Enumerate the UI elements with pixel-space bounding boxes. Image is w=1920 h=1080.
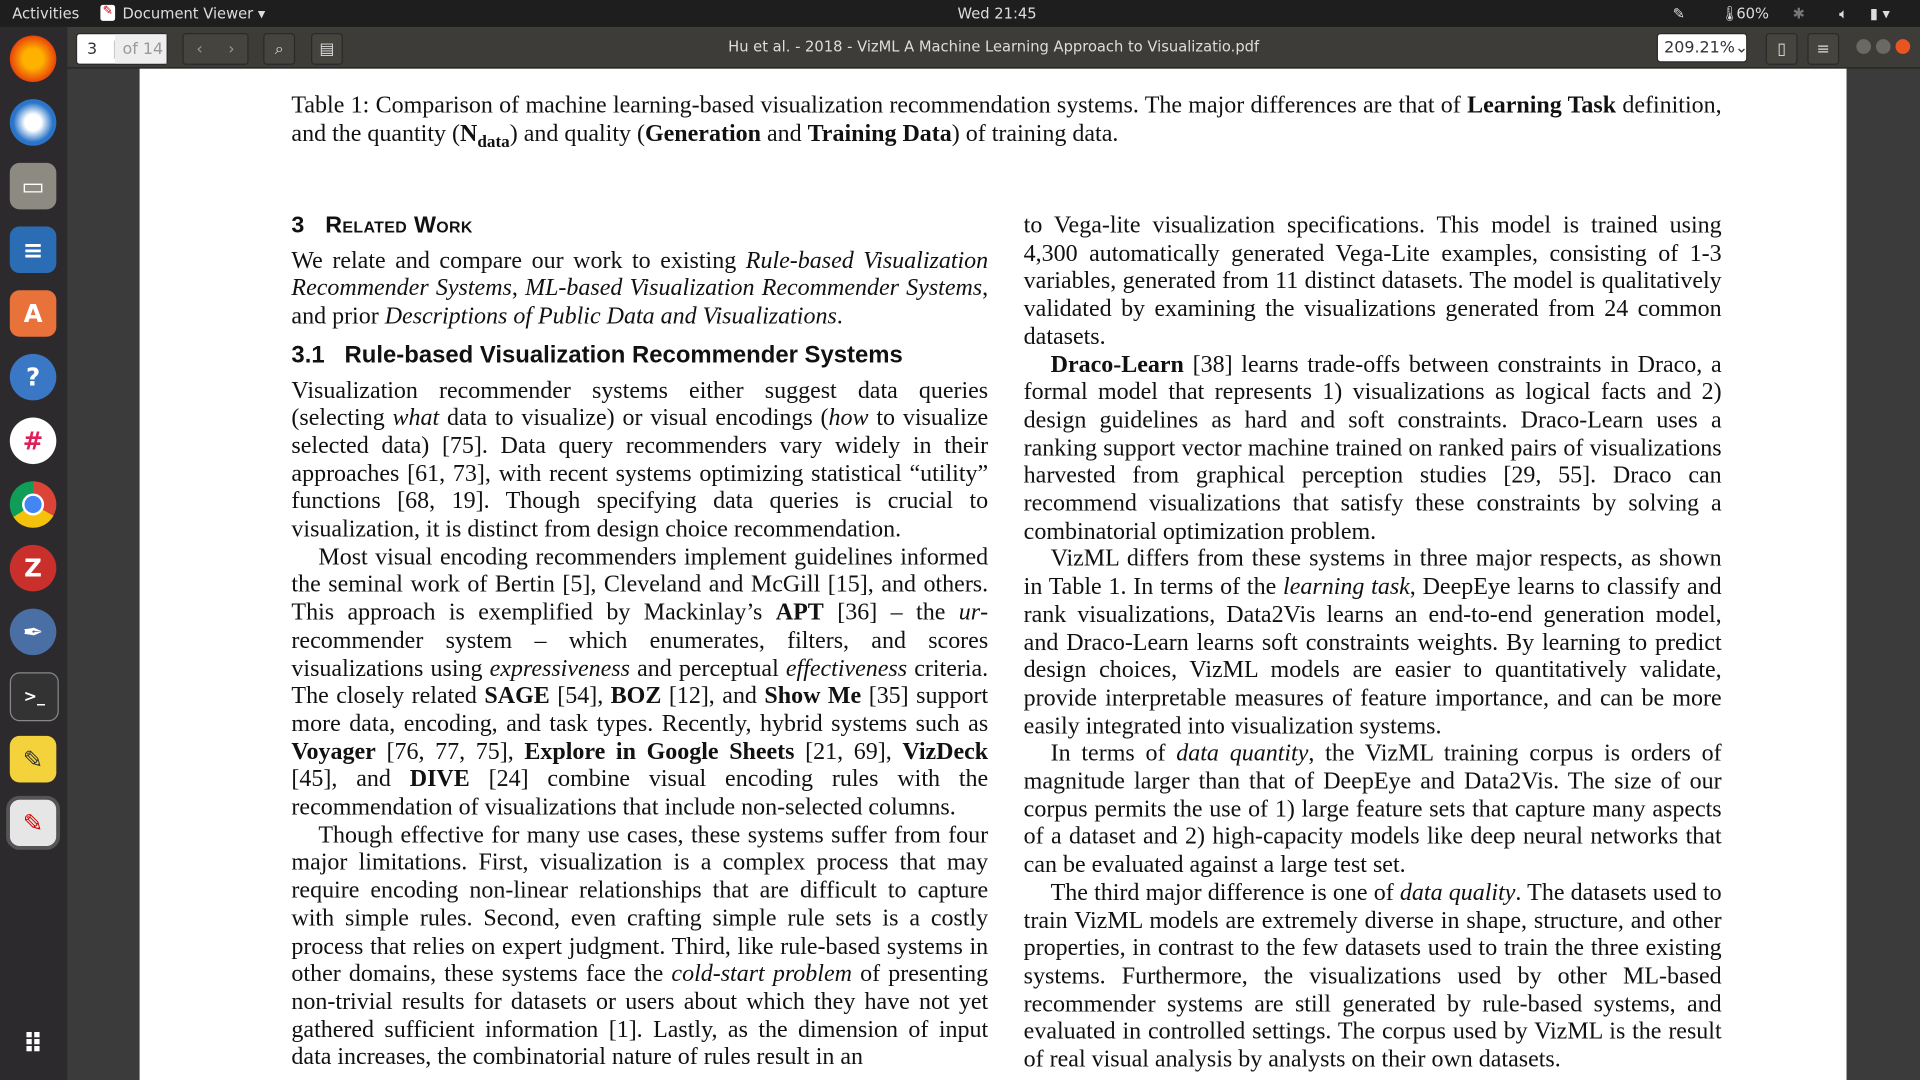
text-run: [54], — [549, 683, 611, 710]
zotero-icon[interactable]: Z — [10, 545, 57, 592]
text-run: Descriptions of Public Data and Visualizations — [384, 303, 837, 330]
subsection-title: Rule-based Visualization Recommender Systems — [344, 341, 903, 369]
text-run: Though effective for many use cases, these systems suffer from four major limitations. First, visualization is a complex process that may require encoding non-linear relationships that are difficult to capture with simple rules. Second, even crafting simple rule sets is a costly process that relies on expert judgment. Third, like rule-based systems in other domains, these systems face the — [291, 822, 989, 988]
text-run: DIVE — [409, 766, 470, 793]
app-menu[interactable]: Document Viewer ▾ — [122, 4, 266, 23]
paragraph — [1024, 547, 1722, 742]
text-run: learning task — [1283, 574, 1410, 601]
text-run: , — [511, 276, 526, 302]
section-title: Related Work — [325, 213, 473, 239]
text-run: The third major difference is one of — [1050, 880, 1400, 906]
dock — [0, 27, 67, 1080]
text-run: how — [828, 405, 869, 432]
subsection-heading — [291, 341, 988, 369]
text-run: data — [477, 132, 510, 152]
text-run: , DeepEye learns to classify and rank visualizations, Data2Vis learns an end-to-end generation model, and Draco-Learn learns soft constraints weights. By learning to predict design choices, VizML models are easier to quantitatively validate, provide interpretable measures of feature importance, and can be more easily integrated into visualization systems. — [1023, 574, 1722, 740]
text-run: Generation — [645, 120, 761, 147]
text-run: VizML differs from these systems in three major respects, as shown in Table 1. In terms of the — [1023, 546, 1722, 601]
bluetooth-icon[interactable]: ✱ — [1792, 4, 1805, 23]
table-caption — [291, 93, 1721, 157]
text-run: [24] combine visual encoding rules with the recommendation of visualizations that include non-selected columns. — [291, 766, 989, 821]
text-run: VizDeck — [902, 739, 989, 765]
text-run: BOZ — [610, 683, 662, 710]
toolbar — [67, 27, 1920, 69]
zoom-value: 209.21% — [1664, 38, 1735, 57]
text-run: [45], and — [291, 766, 410, 793]
slack-icon[interactable]: # — [10, 418, 57, 465]
right-column — [1024, 213, 1722, 1075]
text-run: SAGE — [484, 683, 550, 710]
text-run: Training Data — [807, 120, 952, 147]
text-run: . — [836, 303, 843, 330]
document-view[interactable] — [67, 69, 1920, 1080]
writer-icon[interactable]: ≡ — [10, 227, 57, 274]
text-run: , and prior — [291, 276, 989, 330]
page-count: of 14 — [115, 34, 166, 63]
subsection-number: 3.1 — [291, 341, 325, 369]
section-heading — [291, 213, 988, 241]
files-icon[interactable]: ▭ — [10, 163, 57, 210]
app-menu-label: Document Viewer — [122, 4, 254, 23]
text-run: , the VizML training corpus is orders of magnitude larger than that of DeepEye and Data2Vis. The size of our corpus permits the use of 1) large feature sets that capture many aspects of a dataset and 2) high-capacity models like deep neural networks that can be evaluated against a large test set. — [1023, 741, 1722, 879]
top-bar — [0, 0, 1920, 27]
paragraph — [291, 378, 988, 545]
left-column — [291, 213, 988, 1073]
inkscape-icon[interactable]: ✒ — [10, 609, 57, 656]
notes-icon[interactable]: ✎ — [1672, 4, 1685, 23]
firefox-icon[interactable] — [10, 36, 57, 83]
hamburger-icon: ≡ — [1816, 39, 1830, 59]
document-title: Hu et al. - 2018 - VizML A Machine Learning Approach to Visualizatio.pdf — [728, 37, 1260, 56]
section-number: 3 — [291, 213, 305, 239]
text-run: and — [760, 120, 808, 147]
text-run: ML-based Visualization Recommender Systems — [525, 276, 983, 302]
text-run: ur — [958, 600, 981, 626]
clock[interactable]: Wed 21:45 — [957, 4, 1037, 23]
text-run: to visualize selected data) [75]. Data query recommenders vary widely in their approaches [61, 73], with recent systems optimizing statistical “utility” functions [68, 19]. Though specifying data queries is crucial to visualization, it is distinct from design choice recommendation. — [291, 405, 989, 543]
text-run: cold-start problem — [671, 961, 852, 988]
text-run: [76, 77, 75], — [375, 739, 525, 765]
text-run: Table 1: Comparison of machine learning-based visualization recommendation systems. The major differences are that of — [291, 93, 1468, 119]
text-run: to Vega-lite visualization specifications. This model is trained using 4,300 automatically generated Vega-Lite examples, consisting of 1-3 variables, generated from 11 distinct datasets. The model is qualitatively validated by examining the visualizations generated from 24 common datasets. — [1023, 213, 1722, 350]
text-run: of presenting non-trivial results for datasets or users about which they have not yet gathered sufficient information [1]. Lastly, as the dimension of input data increases, the combinatorial nature of rules result in an — [291, 961, 989, 1071]
text-run: Visualization recommender systems either suggest data queries (selecting — [291, 377, 989, 432]
show-apps-icon[interactable]: ⠿ — [22, 1029, 44, 1060]
text-run: [12], and — [661, 683, 765, 710]
text-run: [36] – the — [823, 600, 959, 626]
paragraph — [1024, 213, 1722, 352]
text-run: Rule-based Visualization Recommender Systems — [291, 248, 989, 302]
text-run: and perceptual — [629, 655, 786, 682]
thermometer-icon: 🌡︎ — [1720, 4, 1740, 23]
text-run: [38] learns trade-offs between constraints in Draco, a formal model that represents 1) visualizations as logical facts and 2) design guidelines as hard and soft constraints. Draco-Learn uses a ranking support vector machine trained on ranked pairs of visualizations harvested from graphical perception studies [29, 55]. Draco can recommend visualizations that satisfy these constraints by solving a combinatorial optimization problem. — [1023, 352, 1722, 545]
chrome-icon[interactable] — [10, 481, 57, 528]
zoom-select[interactable] — [1657, 33, 1748, 62]
paragraph — [1024, 352, 1722, 547]
page-input[interactable]: 3 — [77, 40, 115, 58]
document-viewer-dock-icon[interactable]: ✎ — [10, 800, 57, 847]
software-center-icon[interactable]: A — [10, 290, 57, 337]
page-icon: ▯ — [1777, 39, 1787, 59]
text-run: [35] support more data, encoding, and task types. Recently, hybrid systems such as — [291, 683, 989, 738]
text-run: data to visualize) or visual encodings ( — [439, 405, 829, 432]
close-button[interactable] — [1896, 39, 1911, 54]
search-icon: ⌕ — [274, 39, 284, 59]
paragraph — [291, 545, 988, 823]
text-run: APT — [775, 600, 824, 626]
text-run: definition, and the quantity ( — [291, 93, 1722, 147]
help-icon[interactable]: ? — [10, 354, 57, 401]
text-run: Voyager — [291, 739, 376, 765]
thunderbird-icon[interactable] — [10, 99, 57, 146]
text-run: In terms of — [1050, 741, 1177, 767]
paragraph — [1024, 880, 1722, 1075]
text-run: ) of training data. — [951, 120, 1119, 147]
page-view-button[interactable] — [1766, 33, 1798, 65]
text-run: Show Me — [764, 683, 862, 710]
text-run: N — [460, 120, 478, 147]
battery-icon[interactable]: ▮ ▾ — [1869, 4, 1890, 23]
activities-button[interactable]: Activities — [12, 4, 80, 23]
pdf-page — [140, 69, 1847, 1080]
text-run: We relate and compare our work to existing — [291, 248, 746, 274]
next-page-button[interactable]: › — [228, 39, 235, 59]
text-run: . The datasets used to train VizML models are extremely diverse in shape, structure, and other properties, in contrast to the few datasets used to train the three existing systems. Furthermore, the visualizations used by other ML-based recommender systems are still generated by rule-based systems, and evaluated in controlled settings. The corpus used by VizML is the result of real visual analysis by analysts on their own datasets. — [1023, 880, 1722, 1073]
text-run: Most visual encoding recommenders implement guidelines informed the seminal work of Bertin [5], Cleveland and McGill [15], and others. This approach is exemplified by Mackinlay’s — [291, 544, 989, 626]
text-run: data quantity — [1176, 741, 1309, 767]
text-run: -recommender system – which enumerates, filters, and scores visualizations using — [291, 600, 989, 682]
paragraph — [1024, 741, 1722, 880]
text-run: expressiveness — [489, 655, 630, 682]
document-viewer-icon: ✎ — [100, 5, 115, 21]
text-run: Learning Task — [1467, 93, 1617, 119]
clipboard-icon: ▤ — [319, 39, 335, 59]
text-editor-icon[interactable]: ✎ — [10, 736, 57, 783]
text-run: Explore in Google Sheets — [524, 739, 795, 765]
text-run: effectiveness — [785, 655, 908, 682]
chevron-down-icon: ⌄ — [1734, 38, 1749, 57]
text-run: [21, 69], — [794, 739, 903, 765]
maximize-button[interactable] — [1876, 39, 1891, 54]
intro-paragraph — [291, 248, 988, 331]
menu-button[interactable] — [1807, 33, 1839, 65]
terminal-icon[interactable]: >_ — [10, 672, 59, 721]
paragraph — [291, 823, 988, 1073]
previous-page-button[interactable]: ‹ — [196, 39, 203, 59]
text-run: what — [392, 405, 440, 432]
volume-icon[interactable]: 🔈︎ — [1839, 4, 1849, 23]
minimize-button[interactable] — [1856, 39, 1871, 54]
text-run: criteria. The closely related — [291, 655, 989, 710]
battery-percent: 60% — [1736, 4, 1769, 23]
text-run: ) and quality ( — [509, 120, 646, 147]
text-run: data quality — [1399, 880, 1516, 906]
text-run: Draco-Learn — [1050, 352, 1184, 378]
